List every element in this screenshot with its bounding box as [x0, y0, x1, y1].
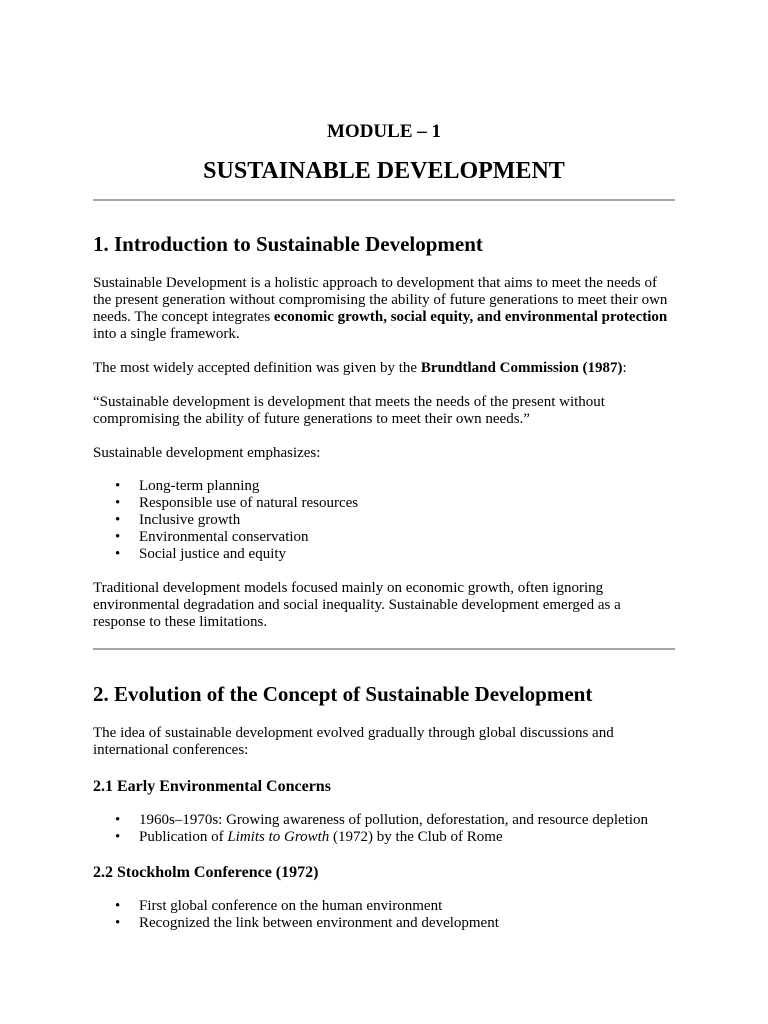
divider-top [93, 199, 675, 201]
section-2-intro-paragraph: The idea of sustainable development evolved gradually through global discussions and international conferences: [93, 725, 614, 758]
intro-text-2: into a single framework. [93, 326, 240, 342]
definition-text-1: The most widely accepted definition was given by the [93, 360, 421, 376]
section-1-intro-paragraph [93, 275, 675, 343]
list-item: • Recognized the link between environment and development [93, 915, 675, 932]
stockholm-list [93, 898, 675, 932]
document-title: SUSTAINABLE DEVELOPMENT [203, 158, 565, 184]
list-item: • Responsible use of natural resources [93, 495, 675, 512]
early-concerns-list [93, 812, 675, 846]
list-item: • Inclusive growth [93, 512, 675, 529]
divider-middle [93, 648, 675, 650]
document-content [93, 121, 675, 932]
list-item: • Environmental conservation [93, 529, 675, 546]
list-item [93, 829, 675, 846]
emphasizes-list [93, 478, 675, 563]
list-item: • First global conference on the human environment [93, 898, 675, 915]
limits-text-after: (1972) by the Club of Rome [329, 829, 503, 845]
subsection-2-2-heading: 2.2 Stockholm Conference (1972) [93, 864, 319, 881]
traditional-paragraph: Traditional development models focused mainly on economic growth, often ignoring environmental degradation and social inequality. Sustainable development emerged as a response to these limitations. [93, 580, 621, 630]
emphasizes-intro: Sustainable development emphasizes: [93, 445, 321, 461]
section-2-heading: 2. Evolution of the Concept of Sustainable Development [93, 682, 593, 706]
list-item: • Long-term planning [93, 478, 675, 495]
intro-text-bold: economic growth, social equity, and environmental protection [273, 309, 668, 325]
intro-text-1: Sustainable Development is a holistic approach to development that aims to meet the needs of the present generation without compromising the ability of future generations to meet their own needs. The concept integrates [93, 275, 668, 325]
list-item: • 1960s–1970s: Growing awareness of pollution, deforestation, and resource depletion [93, 812, 675, 829]
definition-text-2: : [622, 360, 627, 376]
limits-to-growth-title: Limits to Growth [227, 829, 330, 845]
list-item: • Social justice and equity [93, 546, 675, 563]
module-label: MODULE – 1 [327, 121, 441, 142]
limits-text-before: Publication of [139, 829, 228, 845]
section-1-heading: 1. Introduction to Sustainable Development [93, 232, 483, 256]
definition-text-bold: Brundtland Commission (1987) [420, 360, 623, 376]
definition-quote: “Sustainable development is development that meets the needs of the present without compromising the ability of future generations to meet their own needs.” [93, 394, 605, 427]
subsection-2-1-heading: 2.1 Early Environmental Concerns [93, 778, 331, 795]
definition-paragraph [93, 360, 675, 377]
